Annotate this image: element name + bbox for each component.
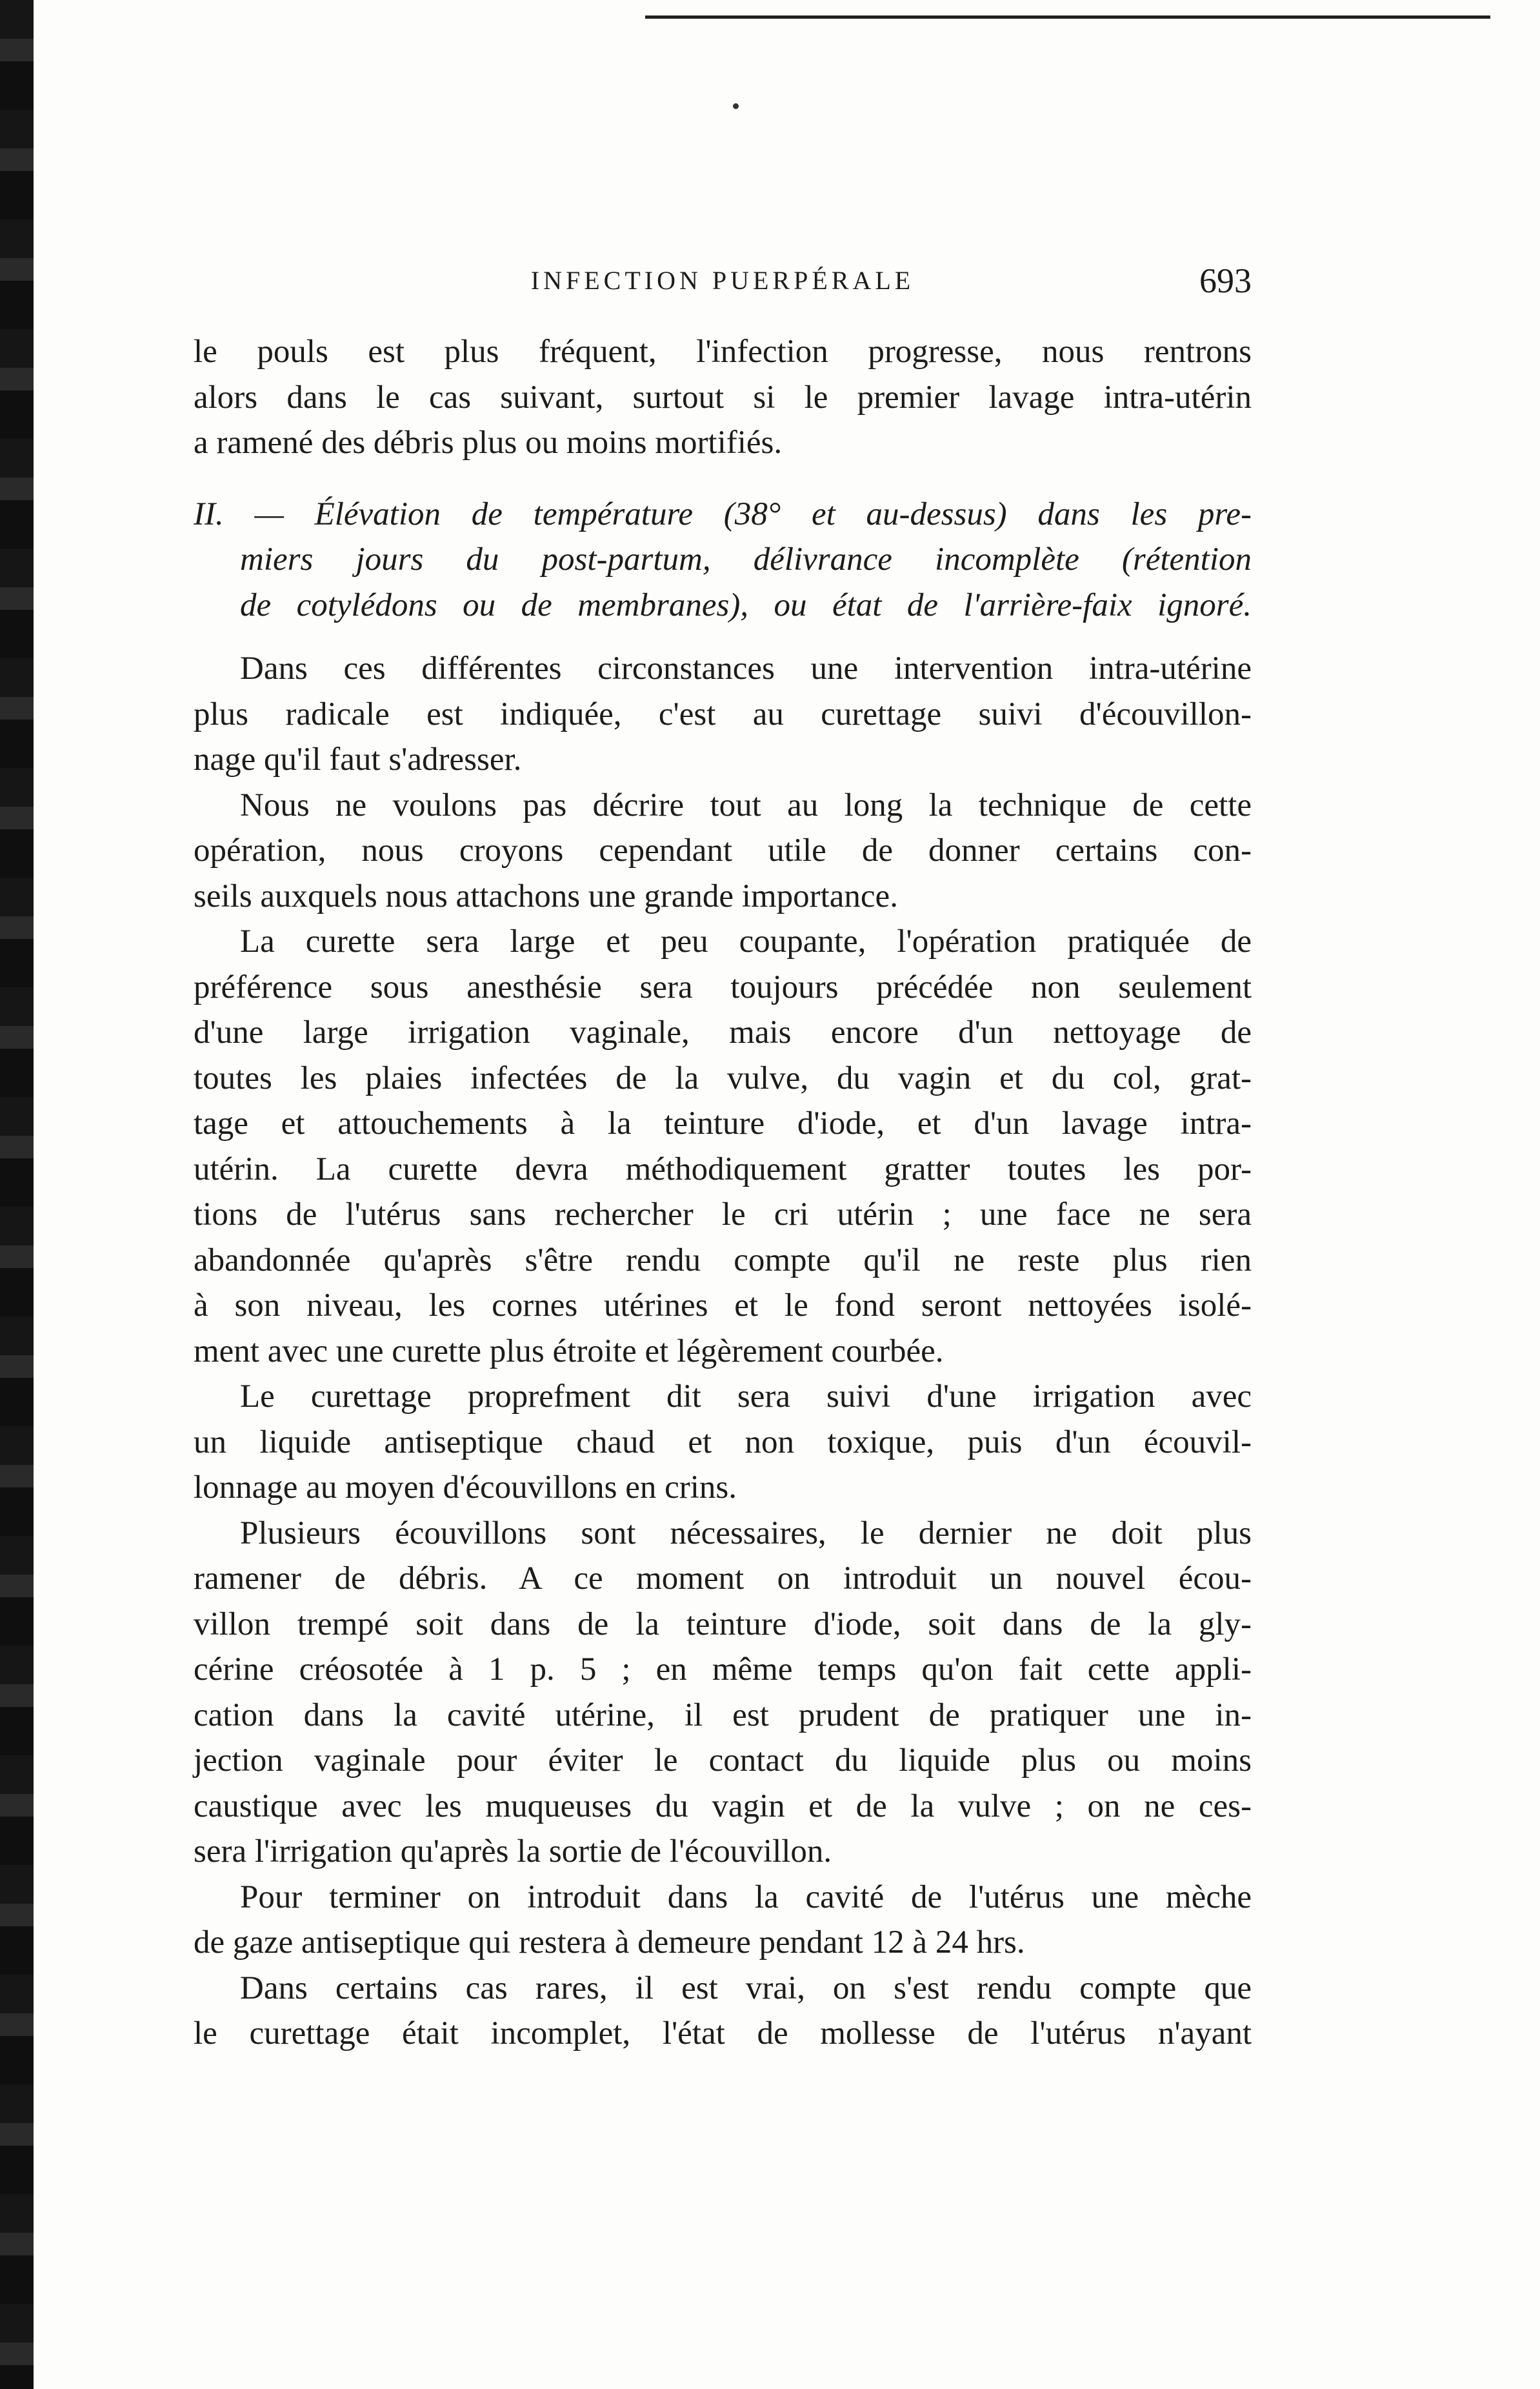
text-line: Nous ne voulons pas décrire tout au long la technique de cette xyxy=(240,787,1252,823)
heading-line: de cotylédons ou de membranes), ou état de l'arrière-faix ignoré. xyxy=(240,587,1252,623)
text-line: a ramené des débris plus ou moins mortifiés. xyxy=(194,425,783,461)
paragraph-6 xyxy=(194,1511,1252,1875)
text-line: tage et attouchements à la teinture d'iode, et d'un lavage intra- xyxy=(194,1105,1252,1142)
paragraph-1 xyxy=(194,329,1252,466)
text-line: ment avec une curette plus étroite et légèrement courbée. xyxy=(194,1333,944,1369)
text-line: seils auxquels nous attachons une grande importance. xyxy=(194,878,898,914)
text-line: cation dans la cavité utérine, il est prudent de pratiquer une in- xyxy=(194,1697,1252,1733)
text-line: lonnage au moyen d'écouvillons en crins. xyxy=(194,1469,737,1506)
text-line: le pouls est plus fréquent, l'infection progresse, nous rentrons xyxy=(194,334,1252,370)
text-line: abandonnée qu'après s'être rendu compte qu'il ne reste plus rien xyxy=(194,1242,1252,1278)
text-line: d'une large irrigation vaginale, mais encore d'un nettoyage de xyxy=(194,1014,1252,1051)
text-line: alors dans le cas suivant, surtout si le premier lavage intra-utérin xyxy=(194,379,1252,416)
paragraph-5 xyxy=(194,1374,1252,1511)
paragraph-4 xyxy=(194,919,1252,1374)
text-line: jection vaginale pour éviter le contact du liquide plus ou moins xyxy=(194,1742,1252,1779)
text-line: tions de l'utérus sans rechercher le cri utérin ; une face ne sera xyxy=(194,1196,1252,1233)
running-title: INFECTION PUERPÉRALE xyxy=(530,266,915,295)
text-line: cérine créosotée à 1 p. 5 ; en même temps qu'on fait cette appli- xyxy=(194,1651,1252,1688)
text-line: sera l'irrigation qu'après la sortie de l'écouvillon. xyxy=(194,1833,832,1870)
text-line: Plusieurs écouvillons sont nécessaires, le dernier ne doit plus xyxy=(240,1515,1252,1551)
scan-binding-edge xyxy=(0,0,34,2389)
text-line: Pour terminer on introduit dans la cavité de l'utérus une mèche xyxy=(240,1879,1252,1915)
paragraph-2 xyxy=(194,646,1252,783)
text-line: caustique avec les muqueuses du vagin et de la vulve ; on ne ces- xyxy=(194,1788,1252,1824)
text-line: plus radicale est indiquée, c'est au curettage suivi d'écouvillon- xyxy=(194,696,1252,732)
paragraph-8 xyxy=(194,1966,1252,2057)
text-line: le curettage était incomplet, l'état de mollesse de l'utérus n'ayant xyxy=(194,2015,1252,2051)
text-line: opération, nous croyons cependant utile de donner certains con- xyxy=(194,832,1252,869)
text-line: villon trempé soit dans de la teinture d'iode, soit dans de la gly- xyxy=(194,1606,1252,1642)
text-line: Dans ces différentes circonstances une intervention intra-utérine xyxy=(240,650,1252,687)
text-line: Dans certains cas rares, il est vrai, on s'est rendu compte que xyxy=(240,1970,1252,2006)
text-line: toutes les plaies infectées de la vulve, du vagin et du col, grat- xyxy=(194,1060,1252,1096)
top-rule xyxy=(645,15,1490,19)
text-line: nage qu'il faut s'adresser. xyxy=(194,741,522,778)
page-body xyxy=(194,329,1252,2057)
ink-speck xyxy=(733,103,739,109)
section-heading xyxy=(194,492,1252,629)
text-line: Le curettage proprefment dit sera suivi d'une irrigation avec xyxy=(240,1378,1252,1415)
paragraph-7 xyxy=(194,1875,1252,1966)
page-header xyxy=(194,258,1252,303)
page-number: 693 xyxy=(1199,261,1252,300)
text-line: préférence sous anesthésie sera toujours précédée non seulement xyxy=(194,969,1252,1005)
text-line: un liquide antiseptique chaud et non toxique, puis d'un écouvil- xyxy=(194,1424,1252,1460)
heading-line: II. — Élévation de température (38° et au-dessus) dans les pre- xyxy=(194,496,1252,532)
text-line: utérin. La curette devra méthodiquement gratter toutes les por- xyxy=(194,1151,1252,1187)
text-line: à son niveau, les cornes utérines et le fond seront nettoyées isolé- xyxy=(194,1287,1252,1324)
text-line: ramener de débris. A ce moment on introduit un nouvel écou- xyxy=(194,1560,1252,1597)
text-line: de gaze antiseptique qui restera à demeure pendant 12 à 24 hrs. xyxy=(194,1924,1025,1961)
paragraph-3 xyxy=(194,783,1252,920)
heading-line: miers jours du post-partum, délivrance incomplète (rétention xyxy=(240,541,1252,578)
text-line: La curette sera large et peu coupante, l'opération pratiquée de xyxy=(240,923,1252,960)
